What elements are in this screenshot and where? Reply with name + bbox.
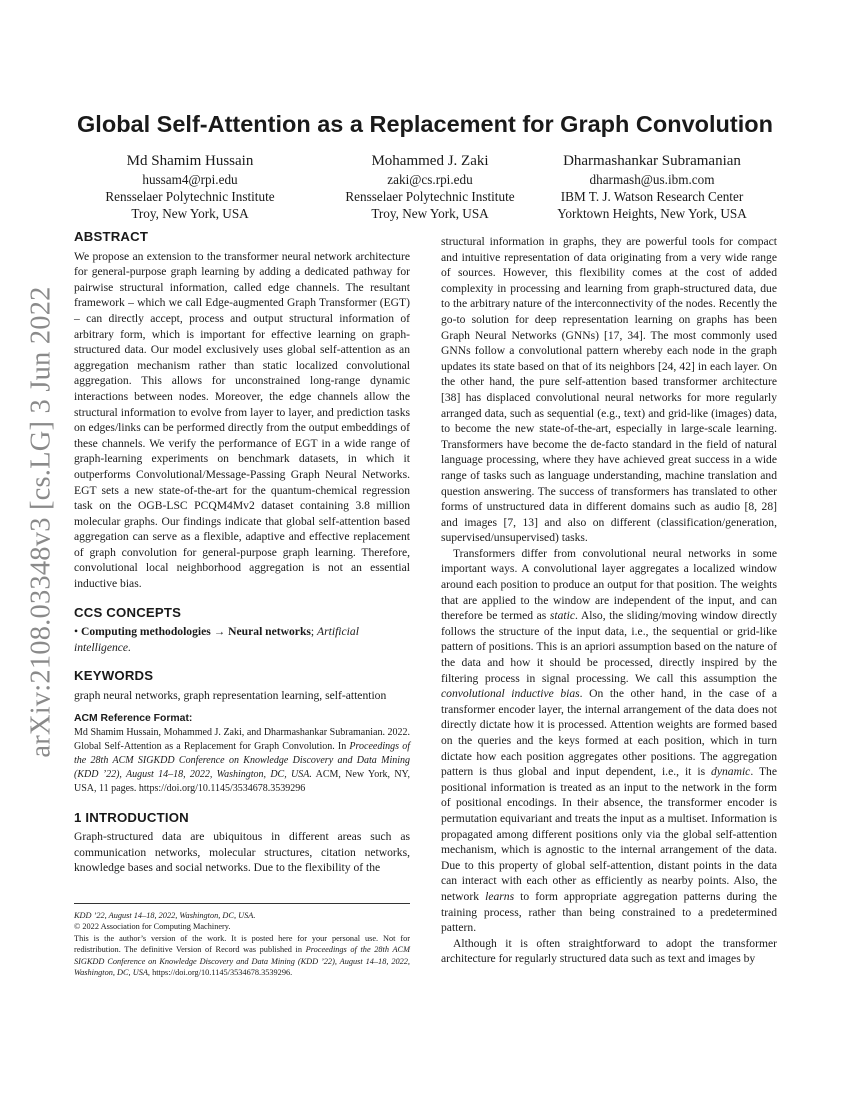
author-location: Troy, New York, USA [131,206,249,221]
author-block [60,151,800,221]
acm-reference-heading: ACM Reference Format: [74,712,193,724]
author-affiliation: Rensselaer Polytechnic Institute [345,189,515,204]
emphasis-learns: learns [485,889,515,903]
text-run: Transformers differ from convolutional neural networks in some important ways. A convolutional layer aggregates a localized window around each position to produce an output for that position. The weights that are applied to the window are independent of the input, and can therefore be termed as [441,546,777,623]
text-run: . The positional information is treated as an input to the network in the form of positional encodings. In their absence, the transformer encoder is permutation equivariant and treats the input as a multiset. Information is propagated among different positions only via the global self-attention mechanism, which is agnostic to the internal arrangement of the data. Due to this property of global self-attention, distant points in the data can interact with each other as efficiently as nearby points. Also, the network [441,765,777,903]
text-run: . Also, the sliding/moving window directly follows the structure of the input data, i.e., the sequential or grid-like pattern of positions. This is an apriori assumption based on the nature of the data and how it should be processed, directly inspired by the filtering process in signal processing. We call this assumption the [441,609,778,685]
abstract-heading: ABSTRACT [74,229,149,244]
author-email: zaki@cs.rpi.edu [387,172,473,187]
intro-paragraph-1a: Graph-structured data are ubiquitous in different areas such as communication networks, molecular structures, citation networks, knowledge bases and social networks. Due to the flexibility of the [74,830,410,875]
author-2 [300,151,560,222]
author-email: dharmash@us.ibm.com [589,172,715,187]
author-location: Yorktown Heights, New York, USA [557,206,747,221]
acm-reference-venue: Proceedings of the 28th ACM SIGKDD Conference on Knowledge Discovery and Data Mining (KDD ’22), August 14–18, 2022, Washington, DC, USA. [74,740,410,780]
text-run: to form appropriate aggregation patterns during the training process, rather than being constrained to a predetermined pattern. [441,889,777,935]
text-run: . On the other hand, in the case of a transformer encoder layer, the internal arrangement of the data does not directly dictate how it is processed. Attention weights are formed based on the queries and the keys formed at each position, which in turn dictate how each position aggregates other positions. The aggregation pattern is thus global and input dependent, i.e., it is [441,687,777,779]
footnote [74,903,410,978]
author-name: Dharmashankar Subramanian [563,153,741,169]
footnote-notice-venue: Proceedings of the 28th ACM SIGKDD Conference on Knowledge Discovery and Data Mining (KDD ’22), August 14–18, 2022, Washington, DC, USA [74,945,410,978]
ccs-heading: CCS CONCEPTS [74,604,182,620]
author-location: Troy, New York, USA [371,206,489,221]
emphasis-static: static [549,609,575,623]
ccs-subconcept: Artificial intelligence. [74,625,359,654]
footnote-notice: This is the author’s version of the work. It is posted here for your personal use. Not for redistribution. The definitive Version of Record was published in [74,933,410,955]
intro-heading: 1 INTRODUCTION [74,809,189,825]
acm-reference-authors: Md Shamim Hussain, Mohammed J. Zaki, and Dharmashankar Subramanian. 2022. Global Self-Attention as a Replacement for Graph Convolution. In [74,726,410,752]
arxiv-stamp-text: arXiv:2108.03348v3 [cs.LG] 3 Jun 2022 [26,286,58,758]
author-affiliation: Rensselaer Polytechnic Institute [105,189,275,204]
emphasis-dynamic: dynamic [711,765,751,779]
keywords-text: graph neural networks, graph representation learning, self-attention [74,689,387,703]
right-column [441,234,777,967]
emphasis-inductive-bias: convolutional inductive bias [441,687,580,701]
intro-paragraph-2 [441,546,777,936]
abstract-text: We propose an extension to the transformer neural network architecture for general-purpose graph learning by adding a dedicated pathway for pairwise structural information, called edge channels. The resultant framework – which we call Edge-augmented Graph Transformer (EGT) – can directly accept, process and output structural information of arbitrary form, which is important for effective learning on graph-structured data. Our model exclusively uses global self-attention as an aggregation mechanism rather than static localized convolutional aggregation. This allows for unconstrained long-range dynamic interactions between nodes. Moreover, the edge channels allow the structural information to evolve from layer to layer, and prediction tasks on edges/links can be performed directly from the output embeddings of these channels. We verify the performance of EGT in a wide range of graph-learning experiments on benchmark datasets, in which it outperforms Convolutional/Message-Passing Graph Neural Networks. EGT sets a new state-of-the-art for the quantum-chemical regression task on the OGB-LSC PCQM4Mv2 dataset containing 3.8 million molecular graphs. Our findings indicate that global self-attention based aggregation can serve as a flexible, adaptive and effective replacement of graph convolution for general-purpose graph learning. Therefore, convolutional local neighborhood aggregation is not an essential inductive bias. [74,249,410,591]
acm-reference [74,712,410,796]
footnote-notice-tail: , https://doi.org/10.1145/3534678.3539296. [147,968,293,978]
ccs-concept: Computing methodologies → Neural networks [80,625,311,639]
author-3 [522,151,782,222]
footnote-conference: KDD ’22, August 14–18, 2022, Washington, DC, USA. [74,911,256,920]
author-1 [60,151,320,222]
paper-title: Global Self-Attention as a Replacement for Graph Convolution [77,111,773,137]
intro-paragraph-3: Although it is often straightforward to adopt the transformer architecture for regularly structured data such as text and images by [441,936,777,966]
author-affiliation: IBM T. J. Watson Research Center [560,189,744,204]
keywords-heading: KEYWORDS [74,668,154,684]
acm-reference-tail: ACM, New York, NY, USA, 11 pages. https://doi.org/10.1145/3534678.3539296 [74,768,410,794]
ccs-text [74,624,410,655]
footnote-copyright: © 2022 Association for Computing Machinery. [74,922,231,932]
left-column [74,229,410,876]
author-name: Md Shamim Hussain [126,153,254,169]
intro-paragraph-1b: structural information in graphs, they are powerful tools for compact and intuitive representation of data originating from a very wide range of sources. However, this flexibility comes at the cost of added complexity in processing and learning from graph-structured data, due to the arbitrary nature of the interconnectivity of the nodes. Recently the go-to solution for deep representation learning on graphs has been Graph Neural Networks (GNNs) [17, 34]. The most commonly used GNNs follow a convolutional pattern whereby each node in the graph updates its state based on that of its neighbors [24, 42] in each layer. On the other hand, the pure self-attention based transformer architecture [38] has displaced convolutional neural networks for more regularly arranged data, such as sequential (e.g., text) and grid-like (images) data, to become the new state-of-the-art, especially in large-scale learning. Transformers have become the de-facto standard in the field of natural language processing, where they have achieved great success in a wide range of tasks such as language understanding, machine translation and question answering. The success of transformers has translated to other forms of unstructured data in different domains such as audio [8, 28] and images [7, 13] and also on different (classification/generation, supervised/unsupervised) tasks. [441,235,777,545]
ccs-separator: ; [310,625,318,639]
author-email: hussam4@rpi.edu [142,172,238,187]
ccs-bullet: • [74,625,79,639]
author-name: Mohammed J. Zaki [371,153,489,169]
arxiv-stamp [22,286,62,758]
